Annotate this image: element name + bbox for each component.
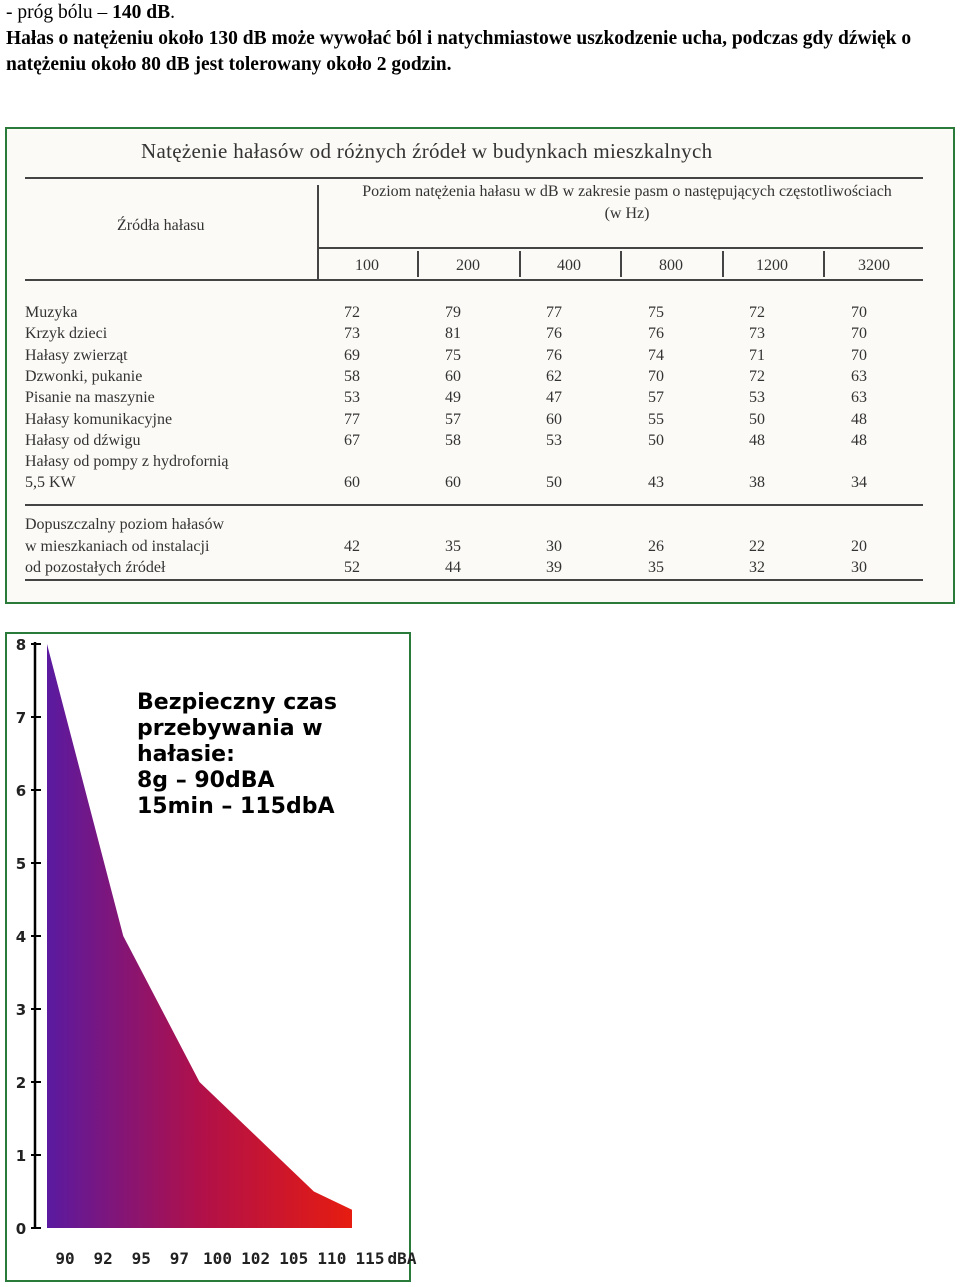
pain-threshold-suffix: . [170,2,176,23]
freq-label: 200 [456,257,480,274]
permissible-cell: 30 [546,537,562,555]
table-cell: 34 [851,474,867,492]
freq-label: 400 [557,257,581,274]
table-rule-header [319,247,923,249]
source-header: Źródła hałasu [117,217,205,234]
table-cell: 76 [546,325,562,343]
table-cell: 73 [344,325,360,343]
row-label: Krzyk dzieci [25,325,108,343]
permissible-cell: 35 [445,537,461,555]
row-label: Hałasy zwierząt [25,346,128,364]
intro-paragraph: Hałas o natężeniu około 130 dB może wywołać ból i natychmiastowe uszkodzenie ucha, podczas gdy dźwięk o natężeniu około 80 dB jest tolerowany około 2 godzin. [6,28,912,75]
table-cell: 72 [749,304,765,321]
y-tick-label: 6 [15,782,27,800]
x-tick-label: 115 [355,1249,385,1268]
y-tick-label: 5 [15,855,27,873]
table-cell: 81 [445,325,461,343]
freq-divider [823,251,825,277]
table-cell: 53 [546,431,562,449]
table-cell: 63 [851,389,867,407]
header-divider [317,185,319,280]
permissible-cell: 20 [851,537,867,555]
permissible-cell: 22 [749,537,765,555]
row-label: Muzyka [25,304,78,321]
permissible-label: od pozostałych źródeł [25,559,166,576]
table-cell: 62 [546,367,562,385]
table-cell: 50 [749,410,765,428]
table-cell: 48 [851,410,867,428]
table-cell: 70 [648,367,664,385]
table-cell: 60 [344,474,360,492]
chart-caption: Bezpieczny czas przebywania w hałasie: 8g – 90dBA 15min – 115dbA [137,690,337,819]
table-cell: 48 [749,431,765,449]
table-rule-permissible [25,504,923,506]
permissible-label: w mieszkaniach od instalacji [25,537,210,555]
table-cell: 50 [648,431,664,449]
table-cell: 53 [749,389,765,407]
table-rule-top [25,177,923,179]
permissible-cell: 26 [648,537,664,555]
x-tick-label: 105 [279,1249,309,1268]
table-cell: 75 [445,346,461,364]
table-cell: 53 [344,389,360,407]
table-cell: 60 [445,474,461,492]
table-cell: 70 [851,304,867,321]
y-tick-label: 8 [15,636,27,654]
freq-divider [417,251,419,277]
row-label: Pisanie na maszynie [25,389,155,407]
freq-label: 800 [659,257,683,274]
pain-threshold-prefix: - próg bólu – [6,2,113,23]
table-cell: 55 [648,410,664,428]
table-cell: 58 [344,367,360,385]
noise-table-figure [5,127,955,604]
permissible-cell: 35 [648,559,664,576]
table-cell: 67 [344,431,360,449]
table-cell: 43 [648,474,664,492]
permissible-label: Dopuszczalny poziom hałasów [25,516,225,533]
permissible-cell: 30 [851,559,867,576]
table-cell: 79 [445,304,461,321]
x-tick-label: 102 [241,1249,271,1268]
x-tick-label: 92 [93,1249,113,1268]
row-label: Hałasy od pompy z hydrofornią [25,453,229,471]
table-cell: 48 [851,431,867,449]
table-cell: 70 [851,346,867,364]
table-cell: 71 [749,346,765,364]
x-tick-label: 100 [203,1249,232,1268]
row-label: Dzwonki, pukanie [25,367,143,385]
table-cell: 38 [749,474,765,492]
freq-label: 100 [355,257,379,274]
table-cell: 70 [851,325,867,343]
intro-text [6,0,956,78]
y-tick-label: 7 [15,709,27,727]
table-cell: 77 [344,410,360,428]
row-label-continuation: 5,5 KW [25,474,76,492]
x-tick-label: 110 [317,1249,347,1268]
x-tick-label: 95 [131,1249,151,1268]
x-tick-label: 97 [169,1249,190,1268]
table-cell: 57 [648,389,664,407]
table-cell: 75 [648,304,664,321]
permissible-cell: 44 [445,559,461,576]
table-rule-bottom [25,579,923,581]
y-tick-label: 2 [15,1074,27,1092]
pain-threshold-value: 140 dB [112,2,171,23]
table-cell: 76 [648,325,664,343]
table-cell: 69 [344,346,360,364]
table-cell: 47 [546,389,562,407]
x-tick-label: 90 [55,1249,75,1268]
level-header: Poziom natężenia hałasu w dB w zakresie pasm o następujących częstotliwościach (w Hz) [362,183,892,222]
freq-divider [620,251,622,277]
table-rule-body [25,279,923,281]
freq-divider [519,251,521,277]
permissible-cell: 32 [749,559,765,576]
y-tick-label: 3 [15,1001,27,1019]
table-cell: 58 [445,431,461,449]
pain-threshold-line [6,0,956,26]
y-tick-label: 4 [15,928,27,946]
permissible-cell: 39 [546,559,562,576]
x-tick-label: dBA [387,1249,417,1268]
row-label: Hałasy od dźwigu [25,431,141,449]
table-cell: 72 [344,304,360,321]
table-cell: 77 [546,304,562,321]
table-cell: 76 [546,346,562,364]
table-cell: 57 [445,410,461,428]
freq-divider [722,251,724,277]
permissible-cell: 52 [344,559,360,576]
table-cell: 74 [648,346,664,364]
safe-exposure-chart [5,632,417,1282]
table-cell: 50 [546,474,562,492]
table-title: Natężenie hałasów od różnych źródeł w budynkach mieszkalnych [141,139,713,163]
freq-label: 1200 [756,257,788,274]
y-tick-label: 0 [15,1220,27,1238]
table-cell: 60 [445,367,461,385]
table-cell: 73 [749,325,765,343]
table-cell: 49 [445,389,461,407]
y-tick-label: 1 [15,1147,27,1165]
permissible-cell: 42 [344,537,360,555]
row-label: Hałasy komunikacyjne [25,410,173,428]
table-cell: 60 [546,410,562,428]
freq-label: 3200 [858,257,890,274]
table-cell: 72 [749,367,765,385]
table-cell: 63 [851,367,867,385]
